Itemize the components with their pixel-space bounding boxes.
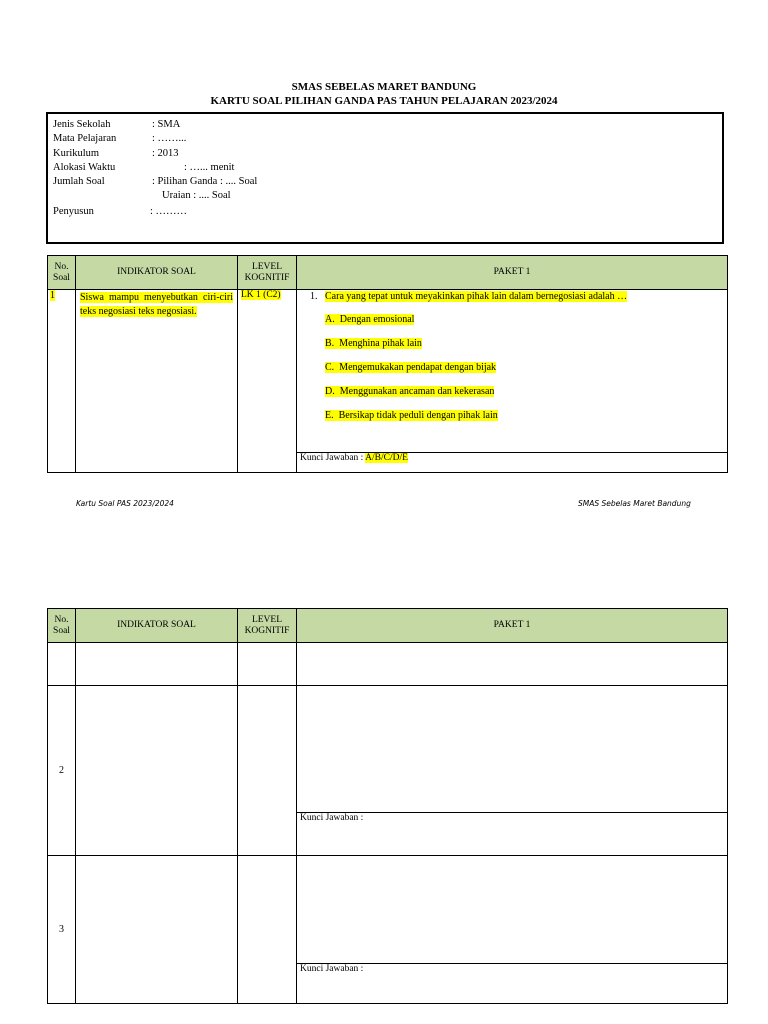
footer-left: Kartu Soal PAS 2023/2024 <box>76 499 174 508</box>
indikator-text: Siswa mampu menyebutkan ciri-ciri teks negosiasi teks negosiasi. <box>80 292 233 317</box>
kunci-label: Kunci Jawaban : <box>300 813 364 823</box>
question-stem-text: Cara yang tepat untuk meyakinkan pihak lain dalam bernegosiasi adalah … <box>325 291 628 302</box>
empty-cell <box>48 643 76 686</box>
info-value: : SMA <box>152 119 181 130</box>
table-header-row <box>48 256 728 290</box>
table-row <box>48 290 728 453</box>
option-d <box>325 386 494 398</box>
info-label: Jenis Sekolah <box>53 119 111 130</box>
kunci-cell <box>297 453 728 473</box>
question-cell <box>297 290 728 453</box>
kunci-label: Kunci Jawaban : <box>300 453 366 463</box>
question-number: 2 <box>59 765 64 776</box>
table-header-row <box>48 609 728 643</box>
header-level: LEVEL KOGNITIF <box>238 256 297 290</box>
header-paket: PAKET 1 <box>297 609 728 643</box>
option-letter: E. <box>325 410 334 421</box>
header-no: No. Soal <box>48 256 76 290</box>
header-level: LEVEL KOGNITIF <box>238 609 297 643</box>
option-c <box>325 362 496 374</box>
question-table-2 <box>47 608 728 1004</box>
kunci-label: Kunci Jawaban : <box>300 964 364 974</box>
option-letter: C. <box>325 362 335 373</box>
question-number-cell <box>48 686 76 856</box>
level-cell <box>238 856 297 1004</box>
question-table-1 <box>47 255 728 473</box>
table-row <box>48 856 728 964</box>
info-box <box>46 112 724 244</box>
level-cell <box>238 686 297 856</box>
kunci-cell <box>297 964 728 1004</box>
question-number-cell <box>48 856 76 1004</box>
empty-cell <box>238 643 297 686</box>
option-text: Menghina pihak lain <box>339 338 422 349</box>
option-text: Bersikap tidak peduli dengan pihak lain <box>338 410 498 421</box>
footer-right: SMAS Sebelas Maret Bandung <box>578 499 691 508</box>
header-paket: PAKET 1 <box>297 256 728 290</box>
option-text: Mengemukakan pendapat dengan bijak <box>339 362 497 373</box>
info-label: Kurikulum <box>53 148 100 159</box>
indikator-cell <box>76 290 238 473</box>
question-stem-number: 1. <box>310 291 318 302</box>
option-a <box>325 314 414 326</box>
question-stem <box>310 291 627 303</box>
info-label: Alokasi Waktu <box>53 162 116 173</box>
indikator-cell <box>76 686 238 856</box>
question-number: 3 <box>59 924 64 935</box>
indikator-cell <box>76 856 238 1004</box>
kunci-cell <box>297 813 728 856</box>
kunci-value: A/B/C/D/E <box>365 453 408 463</box>
question-cell <box>297 686 728 813</box>
info-label: Mata Pelajaran <box>53 133 117 144</box>
option-text: Menggunakan ancaman dan kekerasan <box>339 386 495 397</box>
table-row <box>48 686 728 813</box>
header-indikator: INDIKATOR SOAL <box>76 609 238 643</box>
option-letter: A. <box>325 314 335 325</box>
empty-cell <box>297 643 728 686</box>
info-value: : ……… <box>150 206 188 217</box>
option-b <box>325 338 422 350</box>
school-name: SMAS SEBELAS MARET BANDUNG <box>291 81 477 93</box>
info-value: : Pilihan Ganda : .... Soal <box>152 176 258 187</box>
level-text: LK 1 (C2) <box>241 290 281 300</box>
option-letter: D. <box>325 386 335 397</box>
question-number: 1 <box>50 290 55 301</box>
question-number-cell <box>48 290 76 473</box>
table-row <box>48 643 728 686</box>
info-value: : 2013 <box>152 148 179 159</box>
card-title: KARTU SOAL PILIHAN GANDA PAS TAHUN PELAJARAN 2023/2024 <box>210 95 558 107</box>
option-e <box>325 410 498 422</box>
option-letter: B. <box>325 338 335 349</box>
info-label: Jumlah Soal <box>53 176 105 187</box>
header-indikator: INDIKATOR SOAL <box>76 256 238 290</box>
info-value: : ……... <box>152 133 187 144</box>
info-value: Uraian : .... Soal <box>162 190 231 201</box>
header-no: No. Soal <box>48 609 76 643</box>
question-cell <box>297 856 728 964</box>
option-text: Dengan emosional <box>339 314 415 325</box>
info-label: Penyusun <box>53 206 94 217</box>
empty-cell <box>76 643 238 686</box>
info-value: : …... menit <box>184 162 235 173</box>
level-cell <box>238 290 297 473</box>
